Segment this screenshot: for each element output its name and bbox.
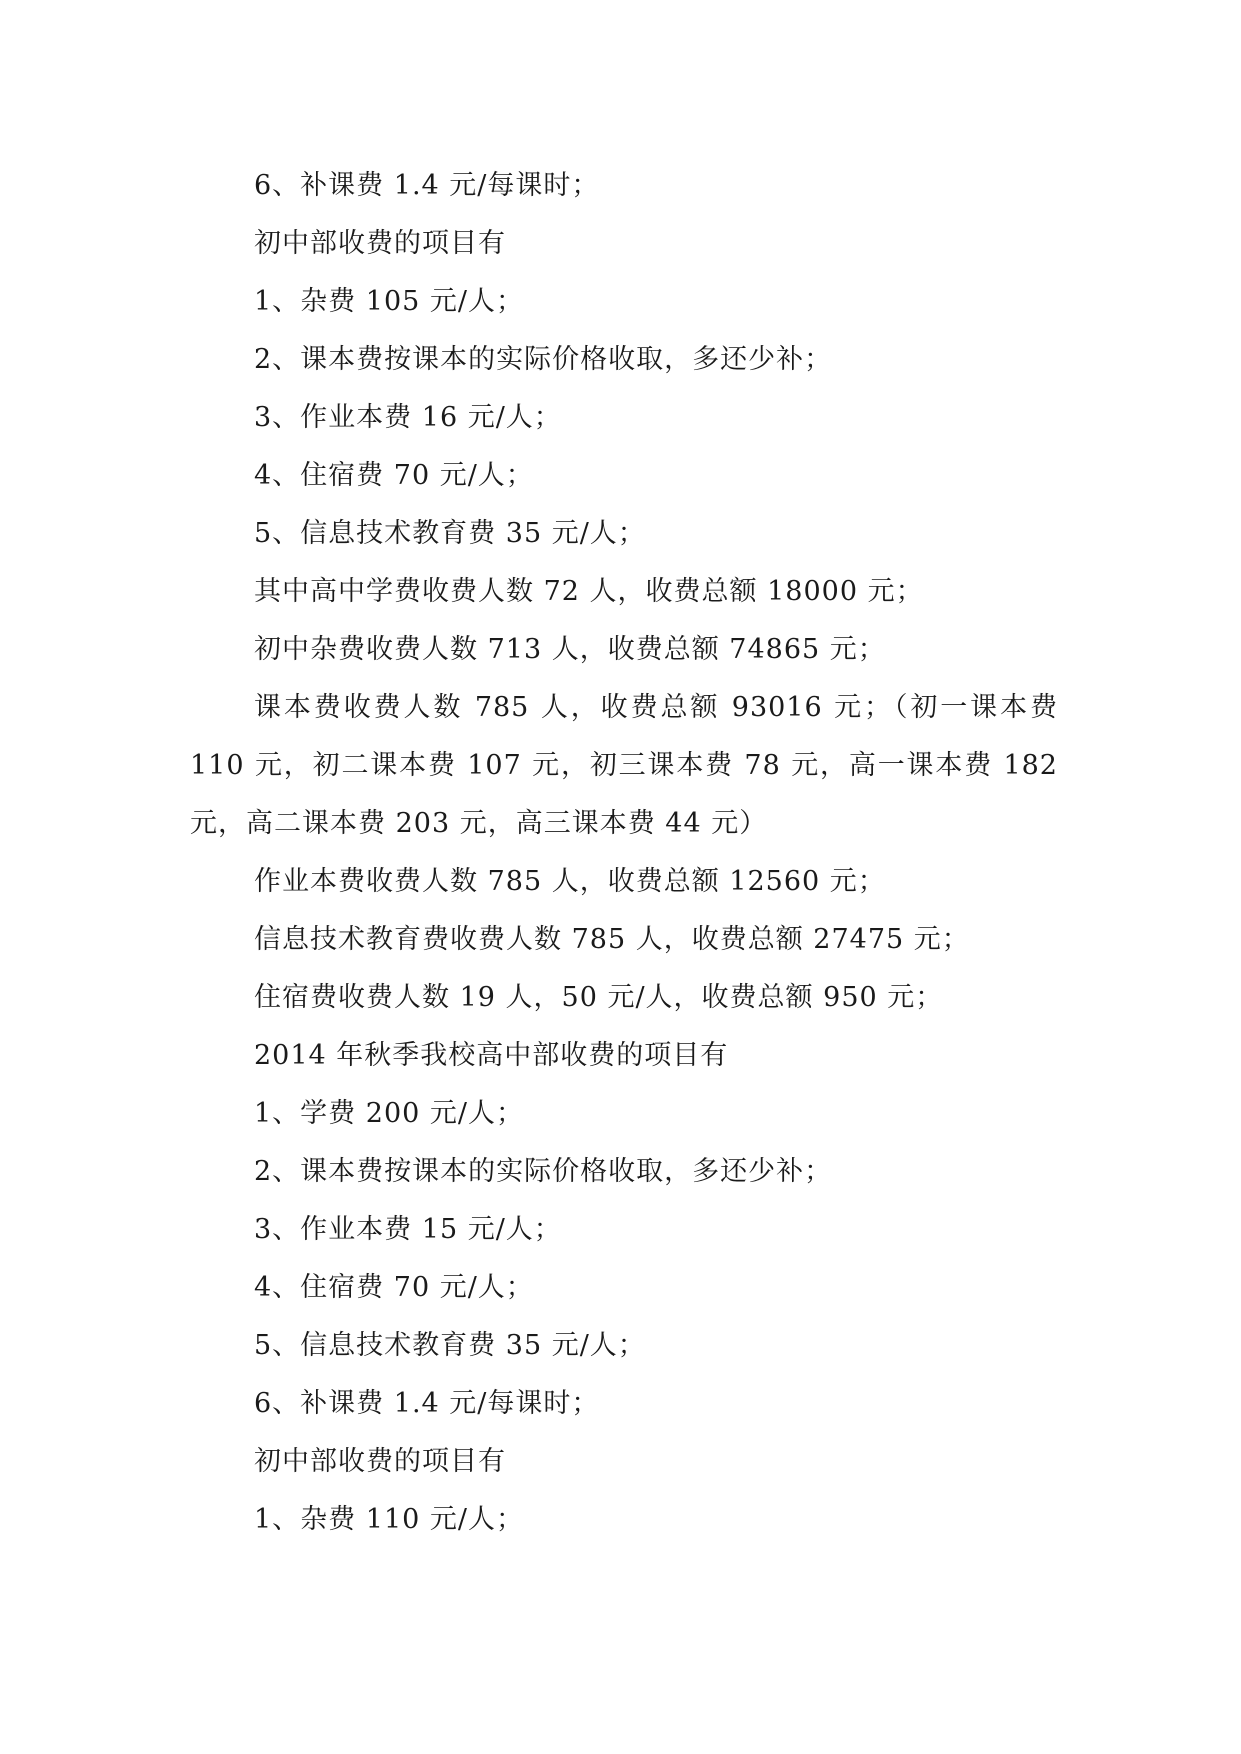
paragraph-junior-it-fee: 5、信息技术教育费 35 元/人；	[254, 518, 646, 549]
paragraph-junior-lodging-fee: 4、住宿费 70 元/人；	[254, 460, 534, 491]
paragraph-2014-junior-misc-fee: 1、杂费 110 元/人；	[254, 1504, 524, 1535]
paragraph-2014-senior-workbook: 3、作业本费 15 元/人；	[254, 1214, 562, 1245]
paragraph-textbook-summary: 课本费收费人数 785 人，收费总额 93016 元；（初一课本费 110 元，初二课本费 107 元，初三课本费 78 元，高一课本费 182 元，高二课本费 203 元，高三课本费 44 元）	[190, 692, 1058, 839]
paragraph-senior-makeup-fee: 6、补课费 1.4 元/每课时；	[254, 170, 600, 201]
paragraph-junior-textbook-fee: 2、课本费按课本的实际价格收取，多还少补；	[254, 344, 833, 375]
document-body	[190, 157, 1058, 1549]
paragraph-workbook-summary: 作业本费收费人数 785 人，收费总额 12560 元；	[254, 866, 886, 897]
paragraph-2014-senior-it: 5、信息技术教育费 35 元/人；	[254, 1330, 646, 1361]
paragraph-it-summary: 信息技术教育费收费人数 785 人，收费总额 27475 元；	[254, 924, 970, 955]
paragraph-2014-senior-makeup: 6、补课费 1.4 元/每课时；	[254, 1388, 600, 1419]
paragraph-2014-senior-heading: 2014 年秋季我校高中部收费的项目有	[254, 1040, 729, 1071]
paragraph-junior-misc-summary: 初中杂费收费人数 713 人，收费总额 74865 元；	[254, 634, 886, 665]
paragraph-senior-tuition-summary: 其中高中学费收费人数 72 人，收费总额 18000 元；	[254, 576, 924, 607]
paragraph-2014-senior-tuition: 1、学费 200 元/人；	[254, 1098, 524, 1129]
paragraph-junior-workbook-fee: 3、作业本费 16 元/人；	[254, 402, 562, 433]
paragraph-2014-senior-lodging: 4、住宿费 70 元/人；	[254, 1272, 534, 1303]
paragraph-2014-junior-heading: 初中部收费的项目有	[254, 1446, 506, 1477]
paragraph-junior-fee-heading: 初中部收费的项目有	[254, 228, 506, 259]
paragraph-2014-senior-textbook: 2、课本费按课本的实际价格收取，多还少补；	[254, 1156, 833, 1187]
paragraph-junior-misc-fee: 1、杂费 105 元/人；	[254, 286, 524, 317]
paragraph-lodging-summary: 住宿费收费人数 19 人，50 元/人，收费总额 950 元；	[254, 982, 944, 1013]
